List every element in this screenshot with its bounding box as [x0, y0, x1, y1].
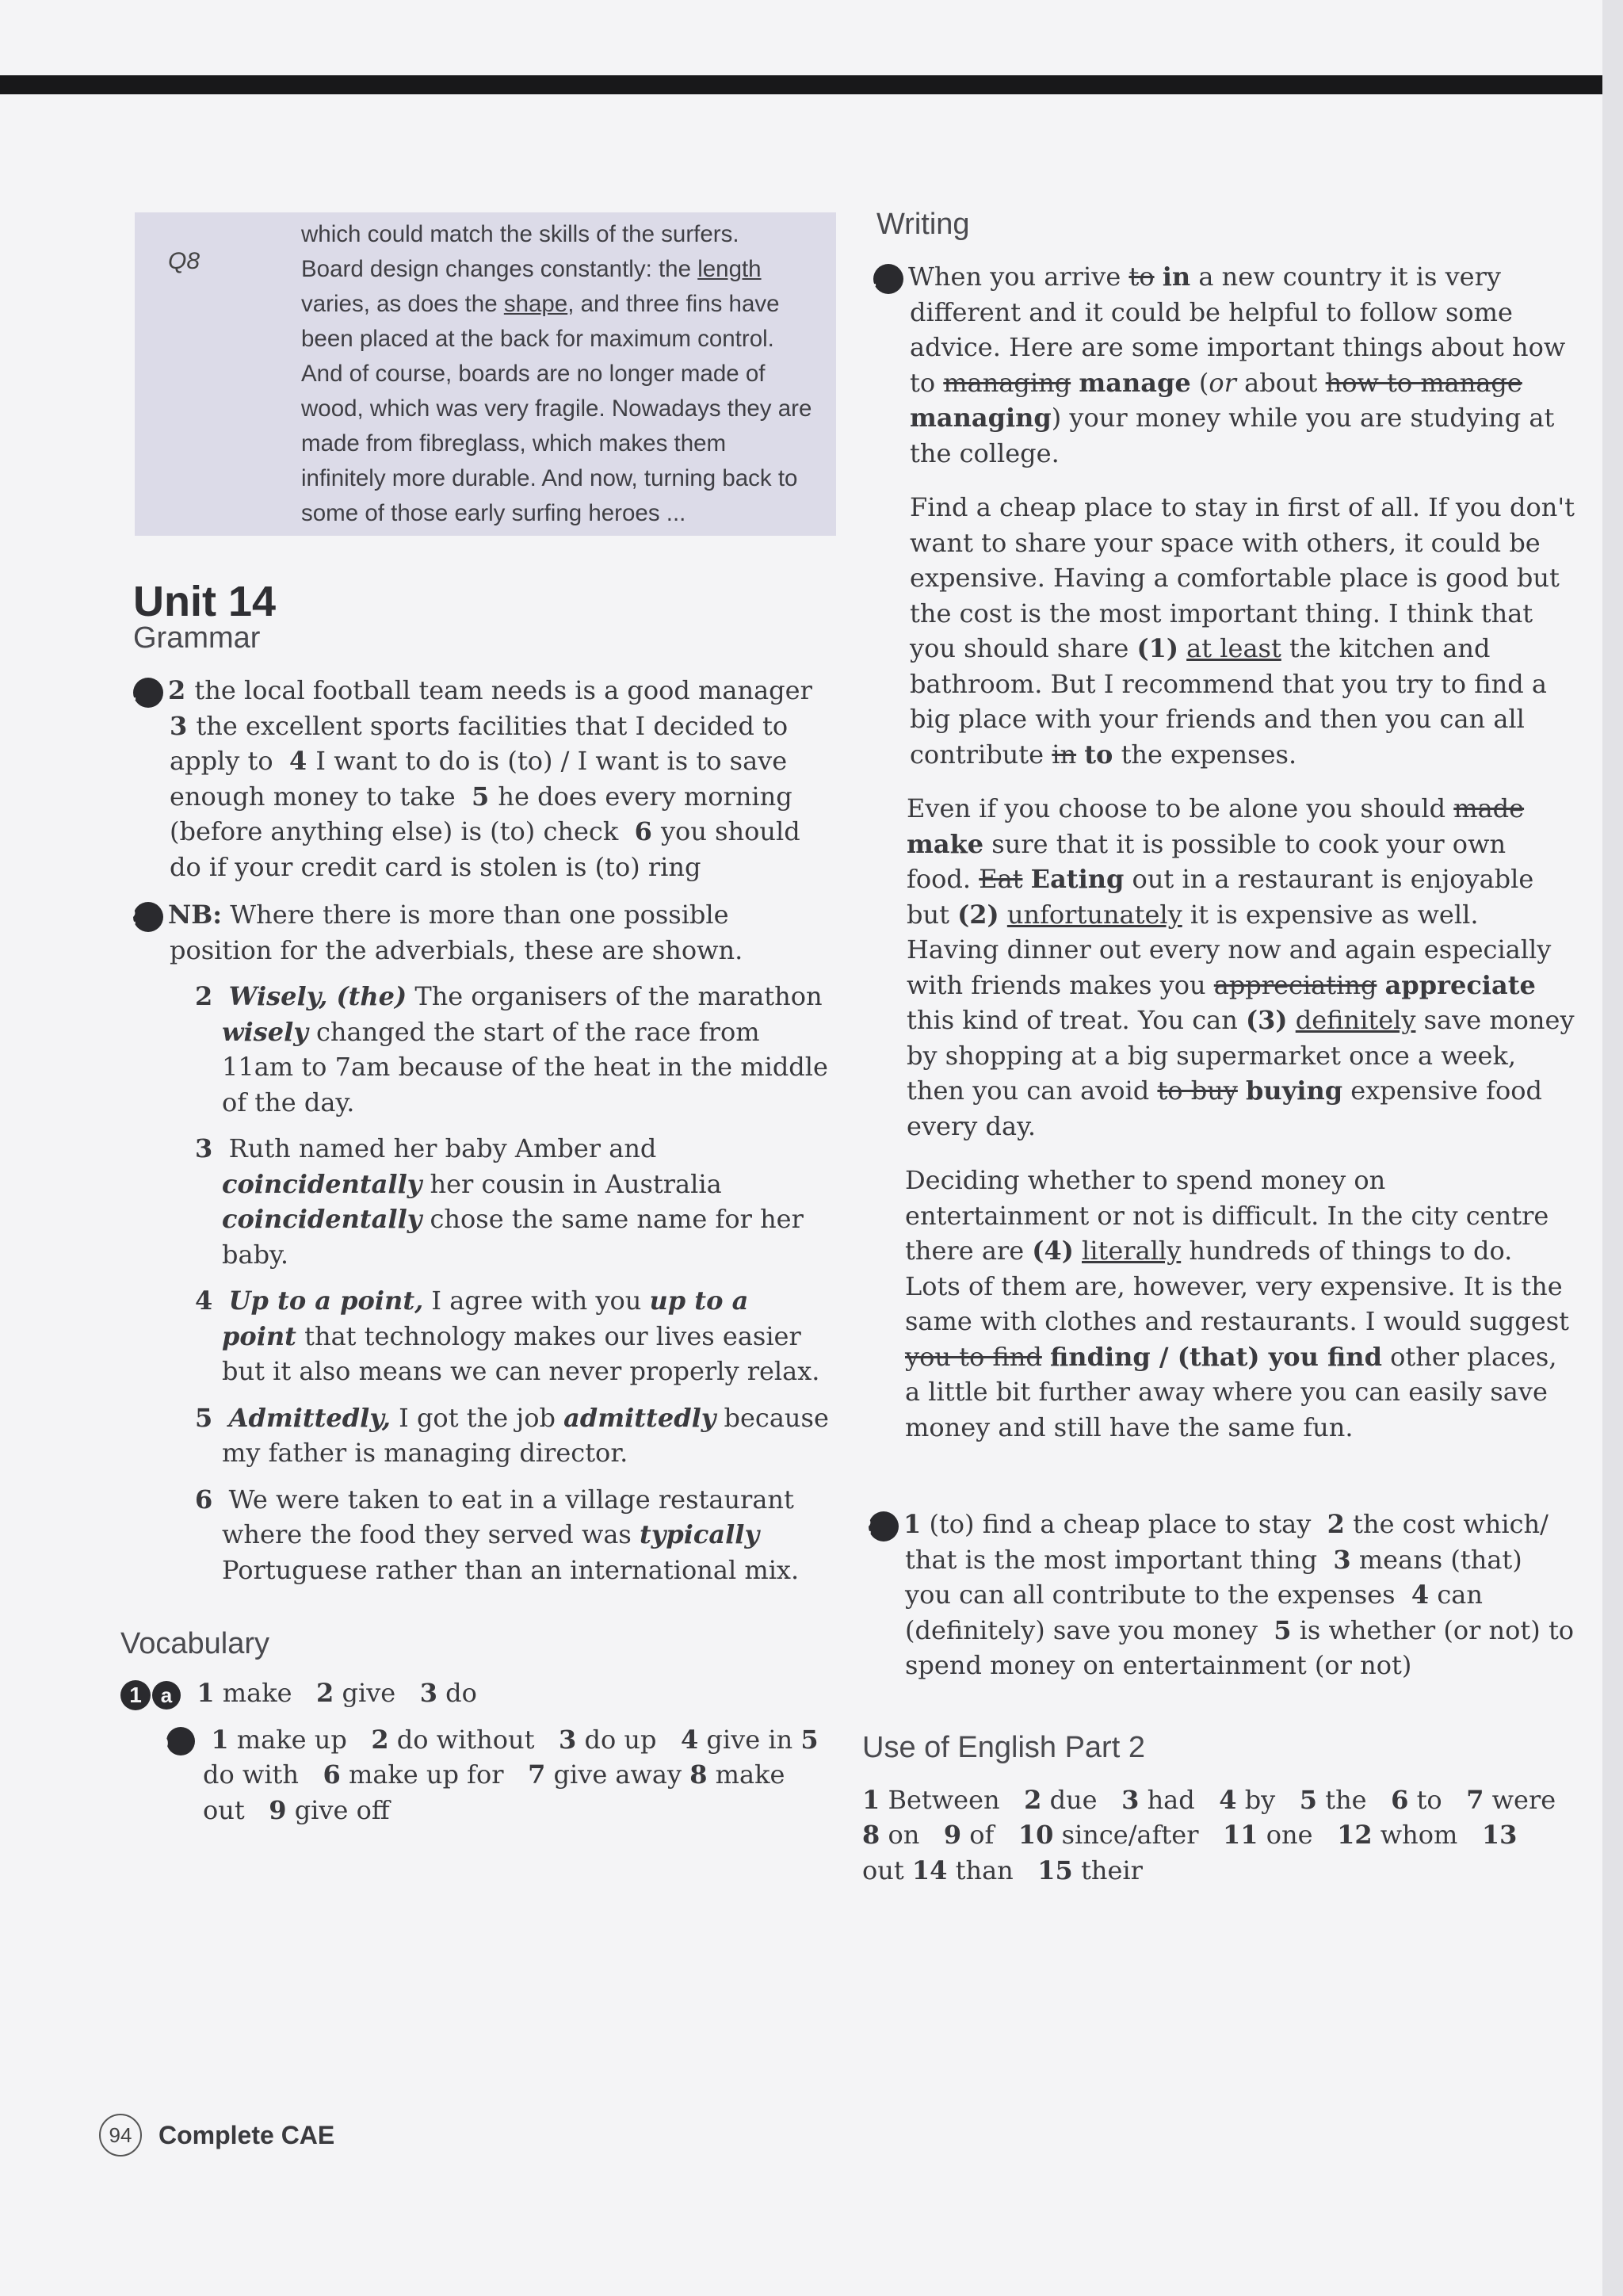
use-of-english-title: Use of English Part 2 — [862, 1730, 1145, 1764]
list-item: 3 Ruth named her baby Amber and coincidentally her cousin in Australia coincidentally chose the same name for her baby. — [195, 1133, 804, 1270]
exercise-number-icon: 1 — [120, 1680, 151, 1710]
exercise-number-icon: 1 — [133, 678, 163, 708]
unit-title: Unit 14 — [133, 578, 277, 625]
use-of-english-answers: 1 Between 2 due 3 had 4 by 5 the 6 to 7 were 8 on 9 of 10 since/after 11 one 12 whom 13 out 14 than 15 their — [862, 1784, 1556, 1885]
exercise-number-icon: 2 — [869, 1511, 899, 1541]
q8-text — [301, 217, 816, 531]
writing-p2: Find a cheap place to stay in first of all. If you don't want to share your space with others, it could be expensive. Having a comfortable place is good but the cost is the most important thing. I think that you should share (1) at least the kitchen and bathroom. But I recommend that you try to find a big place with your friends and then you can all contribute in to the expenses. — [910, 492, 1575, 770]
writing-title: Writing — [876, 208, 970, 241]
page-number: 94 — [99, 2114, 142, 2157]
grammar-ex2-items — [133, 979, 831, 1587]
q8-line: which could match the skills of the surfers. — [301, 221, 739, 247]
q8-line: varies, as does the — [301, 291, 504, 317]
right-column — [859, 208, 1575, 1888]
list-item: 4 Up to a point, I agree with you up to a point that technology makes our lives easier but it also means we can never properly relax. — [195, 1286, 820, 1386]
grammar-title: Grammar — [133, 621, 261, 655]
grammar-ex1: 1 2 the local football team needs is a good manager 3 the excellent sports facilities that I decided to apply to 4 I want to do is (to) / I want is to save enough money to take 5 he does every morning (before anything else) is (to) check 6 you should do if your credit card is stolen is (to) ring — [124, 675, 812, 882]
list-item: 5 Admittedly, I got the job admittedly because my father is managing director. — [195, 1402, 829, 1468]
q8-label: Q8 — [168, 248, 200, 274]
exercise-number-icon: 1 — [873, 264, 903, 294]
writing-p1: 1 When you arrive to in a new country it is very different and it could be helpful to follow some advice. Here are some important things about how to managing manage (or about how to manage managing) your money while you are studying at the college. — [864, 262, 1566, 468]
q8-line: , and three fins have been placed at the back for maximum control. And of course, boards are no longer made of wood, which was very fragile. Nowadays they are made from fibreglass, which makes them infinitely more durable. And now, turning back to some of those early surfing heroes ... — [301, 291, 812, 526]
q8-box — [135, 212, 836, 536]
exercise-number-icon: 2 — [133, 902, 163, 932]
part-letter-icon: a — [152, 1681, 181, 1710]
right-page-edge — [1602, 0, 1623, 2296]
q8-line: Board design changes constantly: the — [301, 256, 698, 282]
writing-ex2: 2 1 (to) find a cheap place to stay 2 the cost which/ that is the most important thing 3 means (that) you can all contribute to the expenses 4 can (definitely) save you money 5 is whether (or not) to spend money on entertainment (or not) — [859, 1509, 1575, 1680]
list-item: 2 Wisely, (the) The organisers of the marathon wisely changed the start of the race from 11am to 7am because of the heat in the middle of the day. — [195, 981, 828, 1117]
writing-p3: Even if you choose to be alone you should made make sure that it is possible to cook your own food. Eat Eating out in a restaurant is enjoyable but (2) unfortunately it is expensive as well. Having dinner out every now and again especially with friends makes you appreciating appreciate this kind of treat. You can (3) definitely save money by shopping at a big supermarket once a week, then you can avoid to buy buying expensive food every day. — [907, 793, 1575, 1141]
q8-underlined: length — [697, 256, 762, 282]
writing-p4: Deciding whether to spend money on entertainment or not is difficult. In the city centre there are (4) literally hundreds of things to do. Lots of them are, however, very expensive. It is the same with clothes and restaurants. I would suggest you to find finding / (that) you find other places, a little bit further away where you can easily save money and still have the same fun. — [905, 1165, 1569, 1442]
list-item: 6 We were taken to eat in a village restaurant where the food they served was typically Portuguese rather than an international mix. — [195, 1484, 800, 1585]
left-column — [120, 577, 831, 1828]
vocabulary-title: Vocabulary — [120, 1627, 270, 1660]
book-title: Complete CAE — [158, 2121, 335, 2149]
top-edge-bar — [0, 75, 1623, 94]
part-letter-icon: b — [166, 1727, 195, 1755]
q8-underlined: shape — [503, 291, 568, 317]
vocab-ex1a: 1 a 1 make 2 give 3 do — [120, 1675, 831, 1711]
grammar-ex2: 2 NB: Where there is more than one possible position for the adverbials, these are shown. — [124, 900, 743, 965]
vocab-ex1b: b 1 make up 2 do without 3 do up 4 give in 5 do with 6 make up for 7 give away 8 make out 9 give off — [156, 1724, 819, 1825]
